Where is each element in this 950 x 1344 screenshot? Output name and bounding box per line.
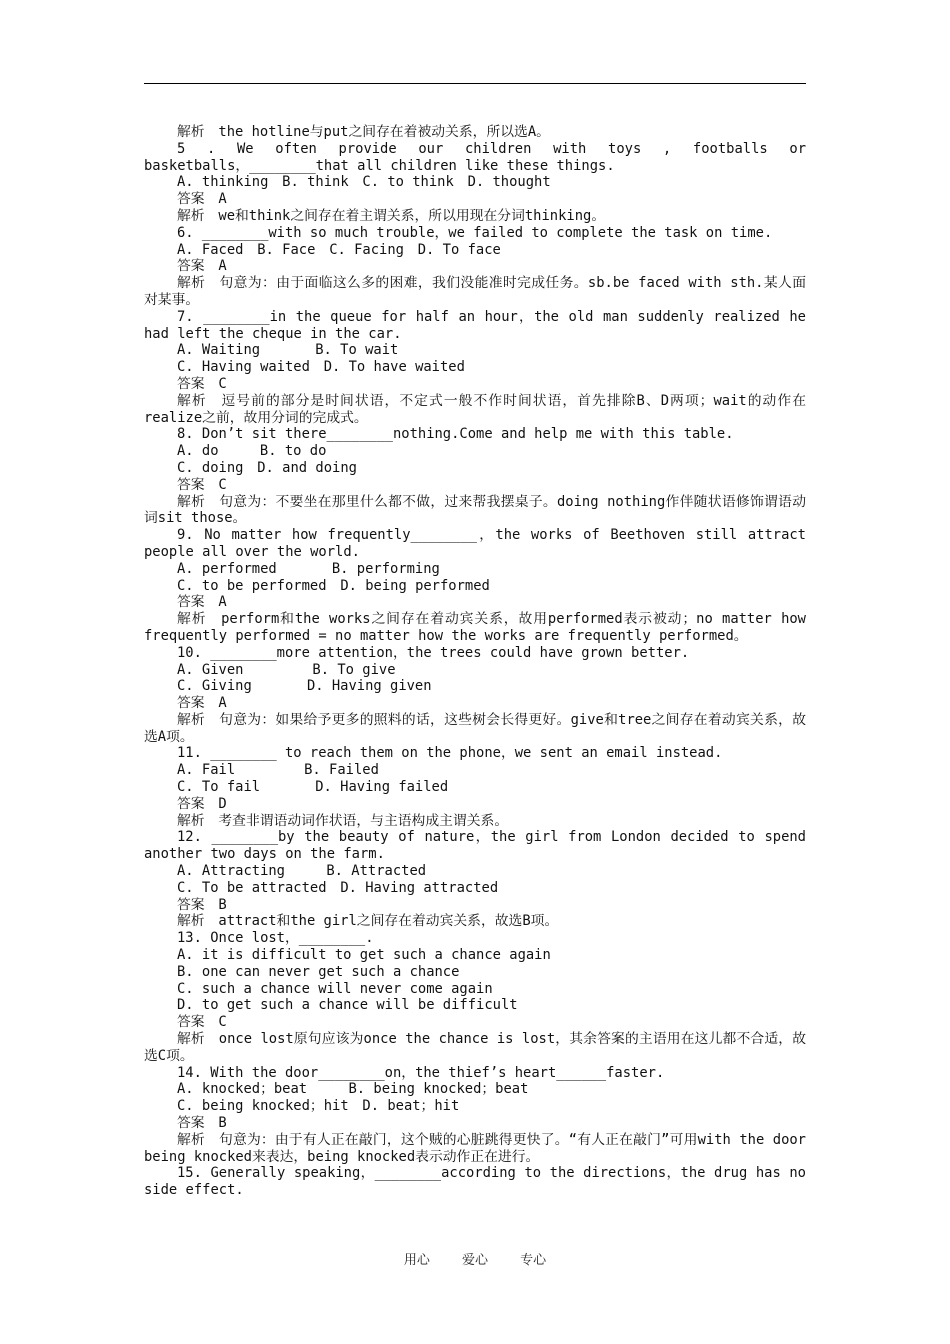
text-line: A. do B. to do bbox=[177, 443, 327, 460]
text-line: A. Attracting B. Attracted bbox=[177, 863, 427, 880]
text-line: A. Given B. To give bbox=[177, 661, 396, 678]
text-line: 10. ________more attention，the trees could have grown better. bbox=[177, 644, 690, 661]
text-line: 解析 句意为：由于有人正在敲门，这个贼的心脏跳得更快了。“有人正在敲门”可用with the door being knocked来表达，being knocked表示动作正在进行。 bbox=[144, 1131, 806, 1165]
text-line: C. being knocked；hit D. beat；hit bbox=[177, 1098, 460, 1115]
text-line: 答案 C bbox=[177, 476, 227, 493]
text-line: C. to be performed D. being performed bbox=[177, 577, 490, 594]
text-line: 8. Don’t sit there________nothing.Come and help me with this table. bbox=[177, 426, 734, 443]
text-line: 解析 once lost原句应该为once the chance is lost，其余答案的主语用在这儿都不合适，故选C项。 bbox=[144, 1031, 806, 1064]
text-line: A. Waiting B. To wait bbox=[177, 342, 399, 359]
text-line: 解析 attract和the girl之间存在着动宾关系，故选B项。 bbox=[177, 913, 559, 930]
text-line: A. performed B. performing bbox=[177, 560, 440, 577]
text-line: 答案 A bbox=[177, 258, 227, 275]
text-line: 6. ________with so much trouble，we failed to complete the task on time. bbox=[177, 224, 773, 241]
text-line: 解析 考查非谓语动词作状语，与主语构成主谓关系。 bbox=[177, 812, 509, 829]
text-line: A. thinking B. think C. to think D. thought bbox=[177, 174, 551, 191]
text-line: 解析 句意为：由于面临这么多的困难，我们没能准时完成任务。sb.be faced with sth.某人面对某事。 bbox=[144, 275, 806, 308]
text-line: 13. Once lost，________. bbox=[177, 930, 374, 947]
text-line: C. Giving D. Having given bbox=[177, 678, 432, 695]
text-line: 答案 B bbox=[177, 1115, 227, 1132]
text-line: 14. With the door________on，the thief’s heart______faster. bbox=[177, 1064, 665, 1081]
text-line: 答案 A bbox=[177, 594, 227, 611]
footer-word-2: 爱心 bbox=[461, 1253, 488, 1268]
text-line: 解析 句意为：不要坐在那里什么都不做，过来帮我摆桌子。doing nothing作伴随状语修饰谓语动词sit those。 bbox=[144, 493, 806, 527]
text-line: 解析 we和think之间存在着主谓关系，所以用现在分词thinking。 bbox=[177, 207, 606, 224]
text-line: 7. ________in the queue for half an hour，the old man suddenly realized he had left the cheque in the car. bbox=[144, 308, 806, 342]
page-footer bbox=[0, 1249, 950, 1268]
text-line: 答案 A bbox=[177, 191, 227, 208]
text-line: C. Having waited D. To have waited bbox=[177, 359, 465, 376]
footer-word-1: 用心 bbox=[403, 1253, 430, 1268]
header-rule bbox=[144, 83, 806, 84]
document-body bbox=[144, 124, 806, 1199]
footer-word-3: 专心 bbox=[520, 1253, 547, 1268]
text-line: 答案 C bbox=[177, 375, 227, 392]
text-line: 11. ________ to reach them on the phone，we sent an email instead. bbox=[177, 745, 723, 762]
text-line: 答案 A bbox=[177, 695, 227, 712]
text-line: 15. Generally speaking，________according to the directions，the drug has no side effect. bbox=[144, 1165, 806, 1199]
text-line: C. such a chance will never come again bbox=[177, 980, 493, 997]
text-line: A. Fail B. Failed bbox=[177, 762, 379, 779]
text-line: 解析 逗号前的部分是时间状语，不定式一般不作时间状语，首先排除B、D两项；wait的动作在realize之前，故用分词的完成式。 bbox=[144, 392, 806, 426]
text-line: 答案 B bbox=[177, 896, 227, 913]
text-line: C. To fail D. Having failed bbox=[177, 779, 449, 796]
text-line: D. to get such a chance will be difficult bbox=[177, 997, 518, 1014]
text-line: 解析 perform和the works之间存在着动宾关系，故用performed表示被动；no matter how frequently performed = no matter how the works are frequently performed。 bbox=[144, 611, 806, 644]
text-line: 12. ________by the beauty of nature，the girl from London decided to spend another two days on the farm. bbox=[144, 829, 806, 863]
text-line: 答案 C bbox=[177, 1014, 227, 1031]
text-line: A. Faced B. Face C. Facing D. To face bbox=[177, 241, 501, 258]
text-line: 5 . We often provide our children with toys , footballs or basketballs，________that all children like these things. bbox=[144, 140, 806, 174]
text-line: 解析 句意为：如果给予更多的照料的话，这些树会长得更好。give和tree之间存在着动宾关系，故选A项。 bbox=[144, 711, 806, 745]
text-line: 答案 D bbox=[177, 795, 227, 812]
text-line: B. one can never get such a chance bbox=[177, 963, 460, 980]
text-line: 解析 the hotline与put之间存在着被动关系，所以选A。 bbox=[177, 124, 550, 140]
text-line: A. knocked；beat B. being knocked；beat bbox=[177, 1081, 529, 1098]
text-line: A. it is difficult to get such a chance again bbox=[177, 947, 551, 964]
text-line: C. To be attracted D. Having attracted bbox=[177, 879, 499, 896]
text-line: C. doing D. and doing bbox=[177, 459, 357, 476]
text-line: 9. No matter how frequently________，the works of Beethoven still attract people all over the world. bbox=[144, 527, 806, 560]
